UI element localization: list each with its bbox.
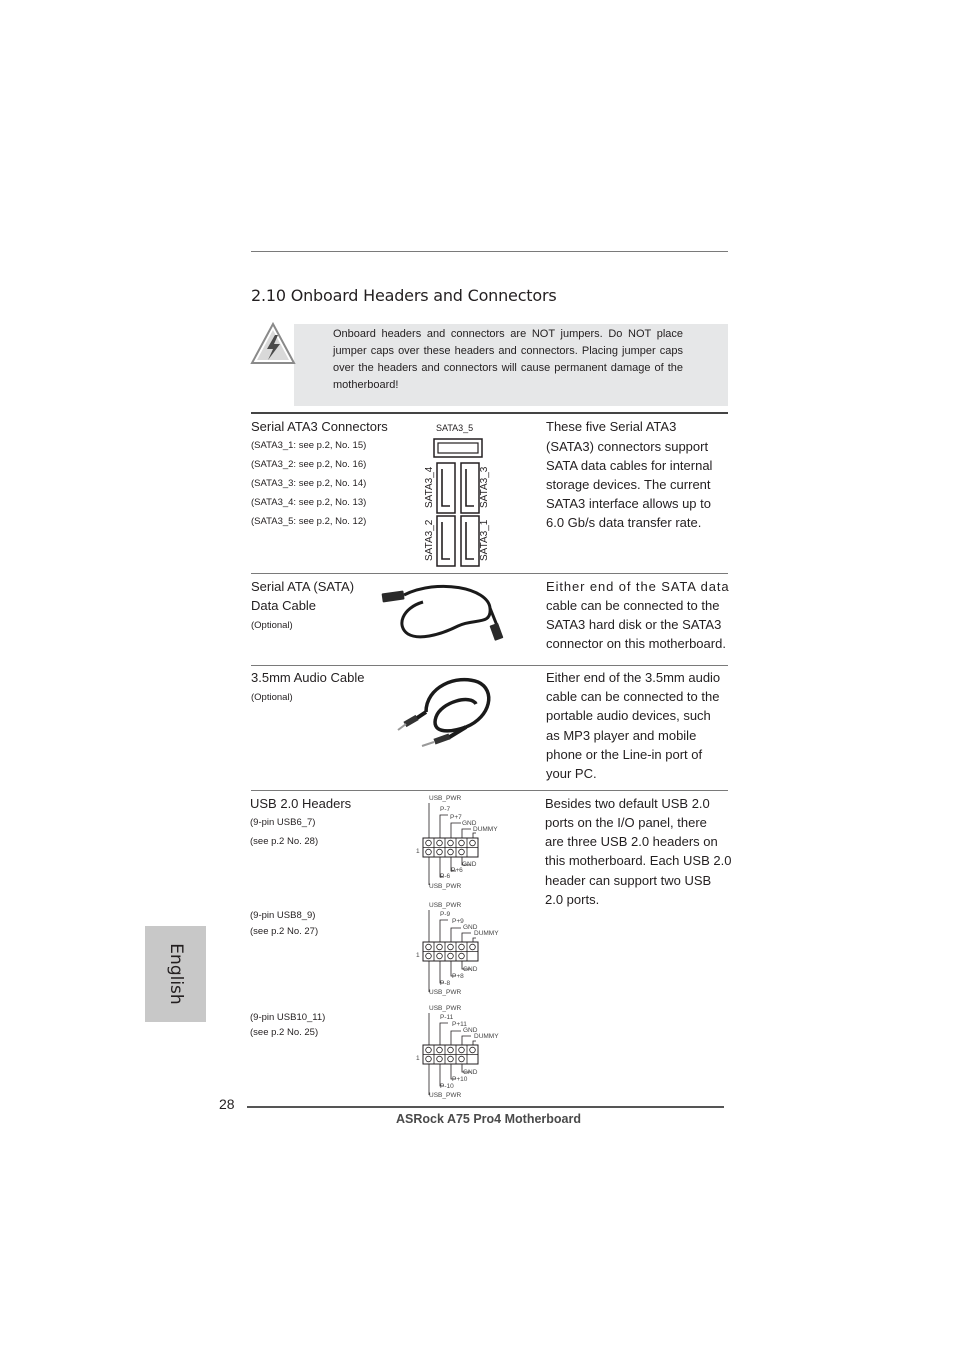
usb-d1-pm2: P-6: [440, 873, 451, 880]
audio-desc-4: as MP3 player and mobile: [546, 728, 697, 743]
audio-cable-image: [396, 672, 496, 752]
audio-desc-1: Either end of the 3.5mm audio: [546, 670, 721, 685]
sata-cable-desc-2: cable can be connected to the: [546, 598, 720, 613]
usb-desc-3: are three USB 2.0 headers on: [545, 834, 718, 849]
sata-cable-desc-3: SATA3 hard disk or the SATA3: [546, 617, 722, 632]
usb-d1-dummy: DUMMY: [473, 826, 498, 833]
usb-header-diagram-3: [416, 1005, 526, 1103]
sata-cable-desc-4: connector on this motherboard.: [546, 636, 726, 651]
sata3-title: Serial ATA3 Connectors: [251, 419, 388, 434]
usb-d1-one: 1: [416, 848, 420, 855]
usb-d2-pm: P-9: [440, 911, 451, 918]
usb-rule: [251, 790, 728, 791]
sata3-note-1: (SATA3_1: see p.2, No. 15): [251, 440, 367, 451]
usb-d1-gnd: GND: [462, 820, 477, 827]
warning-text: Onboard headers and connectors are NOT jumpers. Do NOT place jumper caps over these headers and connectors. Placing jumper caps over the headers and connectors will cause permanent damage of the motherboard!: [333, 328, 683, 391]
usb-desc-5: header can support two USB: [545, 873, 712, 888]
audio-cable-optional: (Optional): [251, 692, 293, 703]
sata3-desc-6: 6.0 Gb/s data transfer rate.: [546, 515, 702, 530]
usb-d3-pp2: P+10: [452, 1076, 468, 1083]
usb-title: USB 2.0 Headers: [250, 796, 352, 811]
sata3-desc-1: These five Serial ATA3: [546, 419, 677, 434]
usb-desc-1: Besides two default USB 2.0: [545, 796, 710, 811]
sata3-1-label: SATA3_1: [479, 519, 490, 561]
audio-desc-5: phone or the Line-in port of: [546, 747, 703, 762]
sata3-desc-5: SATA3 interface allows up to: [546, 496, 711, 511]
usb-h3-see: (see p.2 No. 25): [250, 1027, 319, 1038]
usb-header-diagram-1: [416, 795, 526, 893]
sata-cable-rule: [251, 573, 728, 574]
usb-h2-pin: (9-pin USB8_9): [250, 910, 316, 921]
usb-desc-6: 2.0 ports.: [545, 892, 600, 907]
usb-d3-dummy: DUMMY: [474, 1033, 499, 1040]
audio-rule: [251, 665, 728, 666]
usb-h3-pin: (9-pin USB10_11): [250, 1012, 326, 1023]
sata3-desc-3: SATA data cables for internal: [546, 458, 713, 473]
warning-lightning-icon: [250, 322, 296, 366]
sata-cable-title-2: Data Cable: [251, 598, 317, 613]
usb-d3-gnd: GND: [463, 1027, 478, 1034]
sata3-note-3: (SATA3_3: see p.2, No. 14): [251, 478, 367, 489]
sata3-note-4: (SATA3_4: see p.2, No. 13): [251, 497, 367, 508]
usb-d2-pp: P+9: [452, 918, 464, 925]
usb-d2-gnd: GND: [463, 924, 478, 931]
usb-header-diagram-2: [416, 902, 526, 1000]
usb-d1-pm: P-7: [440, 806, 451, 813]
top-rule: [251, 251, 728, 252]
language-side-tab: [145, 926, 206, 1022]
usb-d3-top-pwr: USB_PWR: [429, 1005, 462, 1012]
sata3-note-2: (SATA3_2: see p.2, No. 16): [251, 459, 367, 470]
usb-d2-one: 1: [416, 952, 420, 959]
usb-d2-dummy: DUMMY: [474, 930, 499, 937]
usb-d2-pm2: P-8: [440, 980, 451, 987]
usb-d1-pp: P+7: [450, 814, 462, 821]
sata-cable-optional: (Optional): [251, 620, 293, 631]
footer-rule: [247, 1106, 724, 1108]
sata3-desc-2: (SATA3) connectors support: [546, 439, 709, 454]
usb-d3-pm2: P-10: [440, 1083, 454, 1090]
sata3-top-rule: [251, 412, 728, 414]
usb-d3-one: 1: [416, 1055, 420, 1062]
usb-d1-bot-pwr: USB_PWR: [429, 883, 462, 890]
usb-d1-gnd2: GND: [462, 861, 477, 868]
usb-h2-see: (see p.2 No. 27): [250, 926, 319, 937]
audio-desc-2: cable can be connected to the: [546, 689, 720, 704]
footer-text: ASRock A75 Pro4 Motherboard: [396, 1112, 581, 1126]
usb-desc-2: ports on the I/O panel, there: [545, 815, 707, 830]
sata3-desc-4: storage devices. The current: [546, 477, 711, 492]
audio-cable-title: 3.5mm Audio Cable: [251, 670, 365, 685]
sata-cable-image: [378, 578, 508, 644]
usb-desc-4: this motherboard. Each USB 2.0: [545, 853, 732, 868]
usb-d1-pp2: P+6: [451, 867, 463, 874]
sata3-2-label: SATA3_2: [424, 519, 435, 561]
sata3-3-label: SATA3_3: [479, 466, 490, 508]
usb-d1-top-pwr: USB_PWR: [429, 795, 462, 802]
usb-d3-bot-pwr: USB_PWR: [429, 1092, 462, 1099]
sata3-note-5: (SATA3_5: see p.2, No. 12): [251, 516, 367, 527]
language-label: English: [165, 943, 186, 1005]
sata3-5-label: SATA3_5: [436, 423, 474, 433]
usb-h1-pin: (9-pin USB6_7): [250, 817, 316, 828]
sata-cable-desc-1: Either end of the SATA data: [546, 579, 730, 594]
usb-h1-see: (see p.2 No. 28): [250, 836, 319, 847]
usb-d2-top-pwr: USB_PWR: [429, 902, 462, 909]
section-title: 2.10 Onboard Headers and Connectors: [251, 286, 557, 305]
usb-d3-pm: P-11: [440, 1014, 454, 1021]
page-number: 28: [219, 1096, 235, 1112]
sata-cable-title-1: Serial ATA (SATA): [251, 579, 355, 594]
usb-d2-bot-pwr: USB_PWR: [429, 989, 462, 996]
usb-d3-gnd2: GND: [463, 1069, 478, 1076]
usb-d3-pp: P+11: [452, 1021, 467, 1028]
usb-d2-pp2: P+8: [452, 973, 464, 980]
sata3-4-label: SATA3_4: [424, 466, 435, 508]
audio-desc-3: portable audio devices, such: [546, 708, 711, 723]
audio-desc-6: your PC.: [546, 766, 597, 781]
usb-d2-gnd2: GND: [463, 966, 478, 973]
